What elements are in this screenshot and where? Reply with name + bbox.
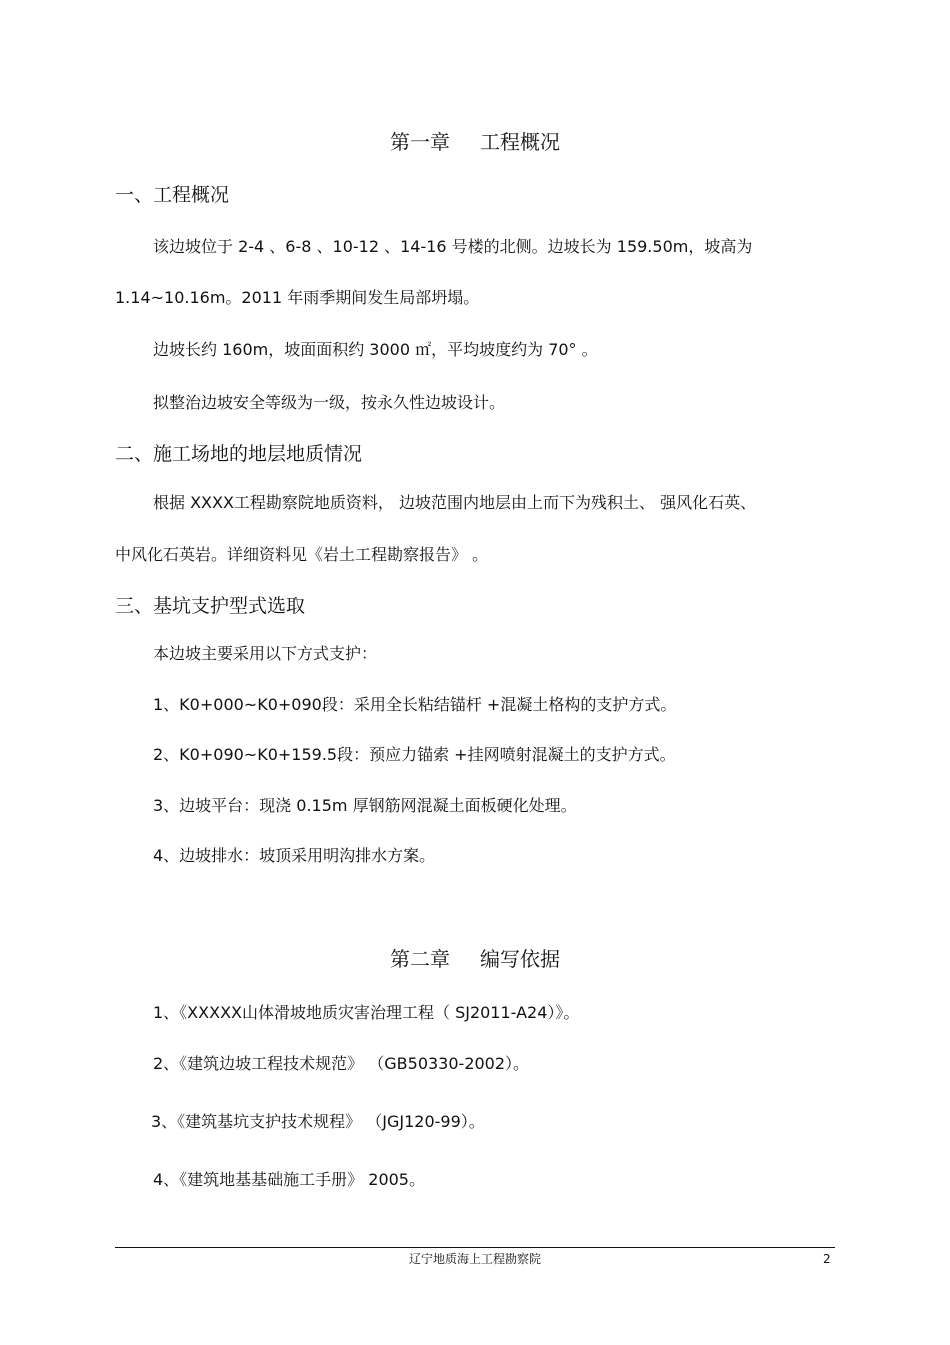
- chapter-2-name: 编写依据: [480, 947, 560, 971]
- section-1-paragraph-1-line-2: 1.14~10.16m。2011 年雨季期间发生局部坍塌。: [115, 288, 480, 307]
- section-3-item-4: 4、边坡排水：坡顶采用明沟排水方案。: [153, 846, 436, 865]
- section-1-paragraph-3: 拟整治边坡安全等级为一级，按永久性边坡设计。: [153, 393, 506, 412]
- chapter-1-number: 第一章: [390, 130, 450, 154]
- section-2-paragraph-line-2: 中风化石英岩。详细资料见《岩土工程勘察报告》 。: [115, 545, 489, 564]
- footer-organization: 辽宁地质海上工程勘察院: [408, 1252, 541, 1266]
- reference-item-4: 4、《建筑地基基础施工手册》 2005。: [153, 1170, 425, 1189]
- chapter-2-title: [0, 945, 950, 973]
- section-3-item-3: 3、边坡平台：现浇 0.15m 厚钢筋网混凝土面板硬化处理。: [153, 796, 577, 815]
- section-1-heading: 一、工程概况: [115, 184, 230, 206]
- section-3-item-2: 2、K0+090~K0+159.5段：预应力锚索 +挂网喷射混凝土的支护方式。: [153, 745, 676, 764]
- section-3-heading: 三、基坑支护型式选取: [115, 595, 306, 617]
- chapter-1-name: 工程概况: [480, 130, 560, 154]
- reference-item-3: 3、《建筑基坑支护技术规程》 （JGJ120-99）。: [151, 1112, 485, 1131]
- section-2-heading: 二、施工场地的地层地质情况: [115, 443, 363, 465]
- reference-item-1: 1、《XXXXX山体滑坡地质灾害治理工程（ SJ2011-A24）》。: [153, 1003, 580, 1022]
- page-number: 2: [823, 1252, 831, 1266]
- section-1-paragraph-1-line-1: 该边坡位于 2-4 、6-8 、10-12 、14-16 号楼的北侧。边坡长为 159.50m，坡高为: [153, 237, 753, 256]
- chapter-2-number: 第二章: [390, 947, 450, 971]
- section-2-paragraph-line-1: 根据 XXXX工程勘察院地质资料， 边坡范围内地层由上而下为残积土、 强风化石英、: [153, 493, 757, 512]
- section-3-item-1: 1、K0+000~K0+090段：采用全长粘结锚杆 +混凝土格构的支护方式。: [153, 695, 677, 714]
- section-1-paragraph-2: 边坡长约 160m，坡面面积约 3000 ㎡，平均坡度约为 70° 。: [153, 340, 598, 359]
- section-3-intro: 本边坡主要采用以下方式支护：: [153, 644, 378, 663]
- footer-divider: [115, 1247, 835, 1248]
- reference-item-2: 2、《建筑边坡工程技术规范》 （GB50330-2002）。: [153, 1054, 530, 1073]
- chapter-1-title: [0, 128, 950, 156]
